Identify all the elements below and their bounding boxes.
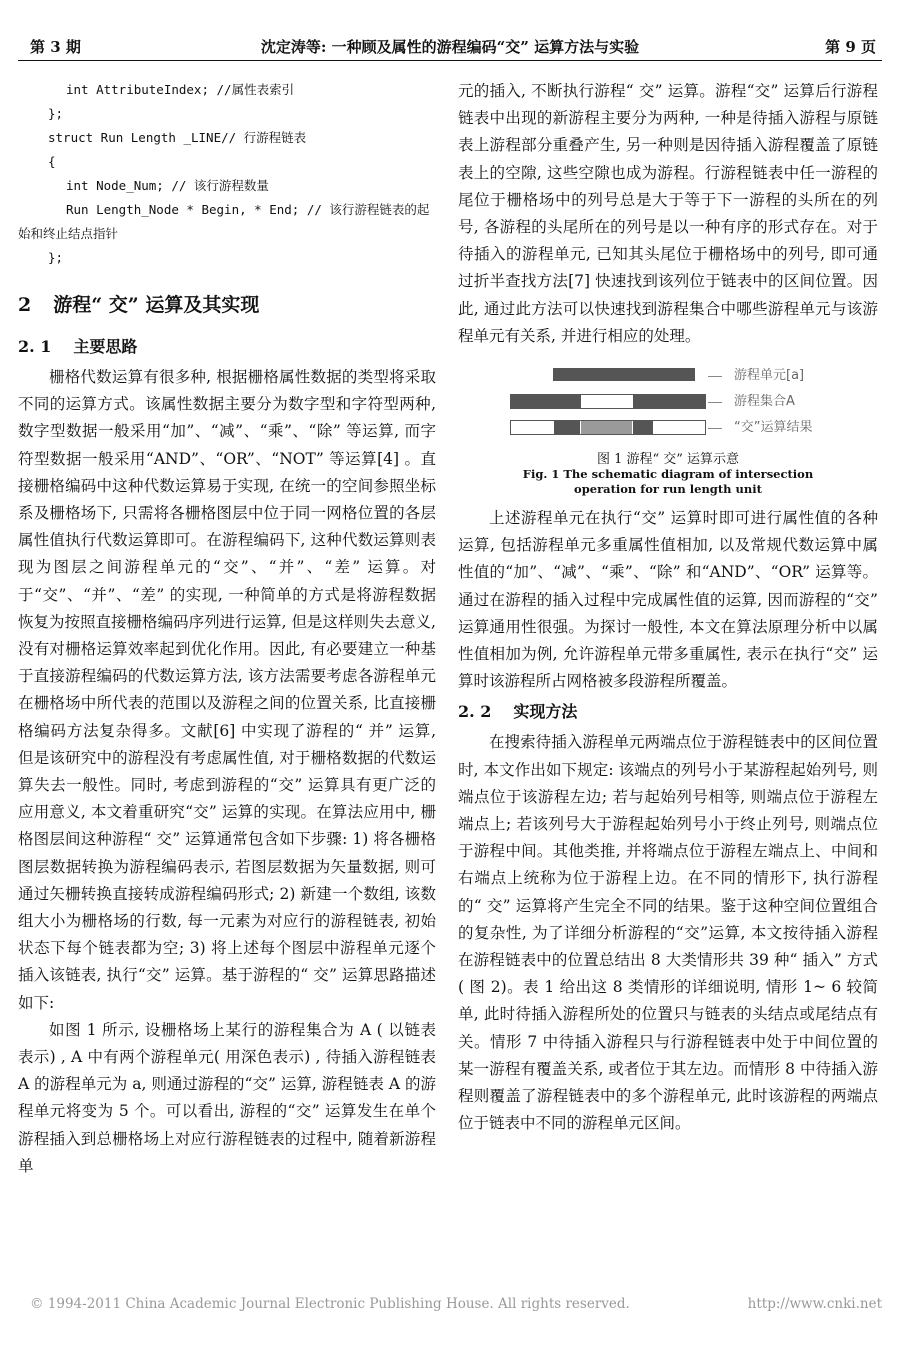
right-column (458, 78, 878, 1138)
code-line: { (48, 154, 56, 169)
source-url[interactable]: http://www.cnki.net (747, 1296, 882, 1312)
issue-number: 第 3 期 (30, 38, 81, 56)
intersection-result-bar (510, 420, 706, 435)
body-paragraph: 如图 1 所示, 设栅格场上某行的游程集合为 A ( 以链表表示) , A 中有两个游程单元( 用深色表示) , 待插入游程链表 A 的游程单元为 a, 则通过游程的“交” 运算, 游程链表 A 的游程单元将变为 5 个。可以看出, 游程的“交” 运算发生在单个游程插入到总栅格场上对应行游程链表的过程中, 随着新游程单 (18, 1020, 436, 1175)
figure-caption-en: operation for run length unit (574, 482, 762, 497)
section-number: 2 (18, 294, 32, 316)
body-paragraph: 元的插入, 不断执行游程“ 交” 运算。游程“交” 运算后行游程链表中出现的新游程主要分为两种, 一种是待插入游程与原链表上游程部分重叠产生, 另一种则是因待插入游程覆盖了原链表上的空隙, 这些空隙也成为游程。行游程链表中任一游程的尾位于栅格场中的列号总是大于等于下一游程的头所在的列号, 各游程的头尾所在的列号是以一种有序的形式存在。对于待插入的游程单元, 已知其头尾位于栅格场中的列号, 即可通过折半查找方法[7] 快速找到该列位于链表中的区间位置。因此, 通过此方法可以快速找到游程集合中哪些游程单元与该游程单元有关系, 并进行相应的处理。 (458, 82, 878, 345)
section-heading (18, 292, 436, 318)
code-line: int Node_Num; // 该行游程数量 (66, 178, 269, 193)
figure-label-result: “交”运算结果 (734, 420, 813, 436)
label-leader (708, 402, 722, 403)
figure-label-set: 游程集合A (734, 394, 795, 410)
subsection-title: 主要思路 (73, 337, 138, 356)
left-column (18, 78, 436, 1180)
subsection-number: 2. 1 (18, 337, 52, 356)
code-line: Run Length_Node * Begin, * End; // 该行游程链表的起始和终止结点指针 (18, 202, 430, 241)
subsection-heading (458, 699, 878, 725)
figure-1 (458, 362, 878, 497)
subsection-heading (18, 334, 436, 360)
body-paragraph: 上述游程单元在执行“交” 运算时即可进行属性值的各种运算, 包括游程单元多重属性值相加, 以及常规代数运算中属性值的“加”、“减”、“乘”、“除” 和“AND”、“OR” 运算等。通过在游程的插入过程中完成属性值的运算, 因而游程的“交” 运算通用性很强。为探讨一般性, 本文在算法原理分析中以属性值相加为例, 允许游程单元带多重属性, 表示在执行“交” 运算时该游程所占网格被多段游程所覆盖。 (458, 509, 878, 691)
code-line: int AttributeIndex; //属性表索引 (66, 82, 295, 97)
code-line: struct Run Length _LINE// 行游程链表 (48, 130, 307, 145)
section-title: 游程“ 交” 运算及其实现 (53, 294, 260, 316)
run-unit-a-bar (553, 368, 695, 381)
label-leader (708, 376, 722, 377)
copyright-text: © 1994-2011 China Academic Journal Electronic Publishing House. All rights reserved. (30, 1296, 630, 1312)
figure-1-diagram (458, 362, 878, 444)
page-number: 第 9 页 (825, 38, 876, 56)
subsection-title: 实现方法 (513, 702, 578, 722)
run-segment (633, 421, 653, 434)
figure-caption-cn: 图 1 游程“ 交” 运算示意 (596, 452, 740, 468)
run-segment (581, 421, 632, 434)
run-segment (633, 395, 705, 408)
body-paragraph: 栅格代数运算有很多种, 根据栅格属性数据的类型将采取不同的运算方式。该属性数据主要分为数字型和字符型两种, 数字型数据一般采用“加”、“减”、“乘”、“除” 等运算, 而字符型数据一般采用“AND”、“OR”、“NOT” 等运算[4] 。直接栅格编码中这种代数运算易于实现, 在统一的空间参照坐标系及栅格场下, 只需将各栅格图层中位于同一网格位置的各层属性值执行代数运算即可。在游程编码下, 这种代数运算则表现为图层之间游程单元的“交”、“并”、“差” 运算。对于“交”、“并”、“差” 的实现, 一种简单的方式是将游程数据恢复为按照直接栅格编码序列进行运算, 但是这样则失去意义, 没有对栅格运算效率起到优化作用。因此, 有必要建立一种基于直接游程编码的代数运算方法, 该方法需要考虑各游程单元在栅格场中所代表的范围以及游程之间的位置关系, 比直接栅格编码方法复杂得多。文献[6] 中实现了游程的“ 并” 运算, 但是该研究中的游程没有考虑属性值, 对于栅格数据的代数运算失去一般性。同时, 考虑到游程的“交” 运算具有更广泛的应用意义, 本文着重研究“交” 运算的实现。在算法应用中, 栅格图层间这种游程“ 交” 运算通常包含如下步骤: 1) 将各栅格图层数据转换为游程编码表示, 若图层数据为矢量数据, 则可通过矢栅转换直接转成游程编码形式; 2) 新建一个数组, 该数组大小为栅格场的行数, 每一元素为对应行的游程链表, 初始状态下每个链表都为空; 3) 将上述每个图层中游程单元逐个插入该链表, 执行“交” 运算。基于游程的“ 交” 运算思路描述如下: (18, 368, 436, 1012)
subsection-number: 2. 2 (458, 702, 492, 722)
code-line: }; (48, 106, 64, 121)
running-title: 沈定涛等: 一种顾及属性的游程编码“交” 运算方法与实验 (260, 38, 640, 56)
page-header (18, 30, 882, 61)
figure-caption-en: Fig. 1 The schematic diagram of intersection (522, 467, 814, 482)
run-set-a-bar (510, 394, 706, 409)
run-segment (554, 421, 580, 434)
figure-label-a: 游程单元[a] (734, 368, 805, 384)
code-line: }; (48, 250, 64, 265)
run-segment (511, 395, 581, 408)
label-leader (708, 428, 722, 429)
body-paragraph: 在搜索待插入游程单元两端点位于游程链表中的区间位置时, 本文作出如下规定: 该端点的列号小于某游程起始列号, 则端点位于该游程左边; 若与起始列号相等, 则端点位于游程左端点上; 若该列号大于游程起始列号小于终止列号, 则端点位于游程中间。其他类推, 并将端点位于游程左端点上、中间和右端点上统称为位于游程上边。在不同的情形下, 执行游程的“ 交” 运算将产生完全不同的结果。鉴于这种空间位置组合的复杂性, 为了详细分析游程的“交”运算, 本文按待插入游程在游程链表中的位置总结出 8 大类情形共 39 种“ 插入” 方式( 图 2)。表 1 给出这 8 类情形的详细说明, 情形 1~ 6 较简单, 此时待插入游程所处的位置只与链表的头结点或尾结点有关。情形 7 中待插入游程只与行游程链表中处于中间位置的某一游程有覆盖关系, 或者位于其左边。而情形 8 中待插入游程则覆盖了游程链表中的多个游程单元, 此时该游程的两端点位于链表中不同的游程单元区间。 (458, 733, 878, 1133)
